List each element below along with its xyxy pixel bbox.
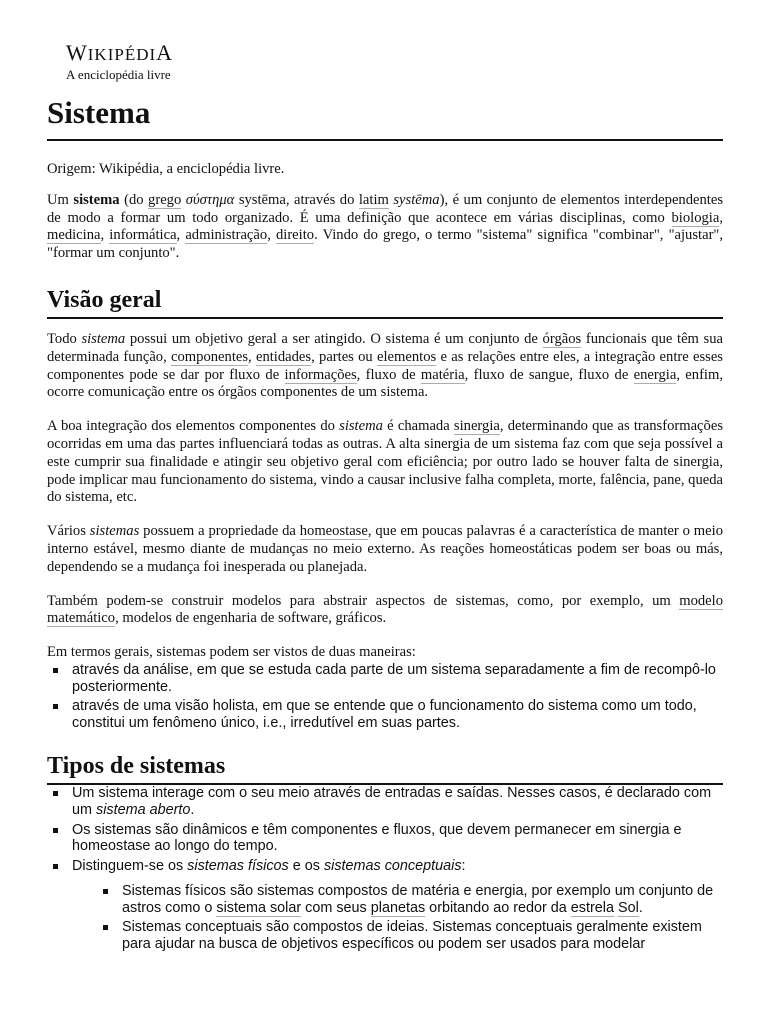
list-item: Sistemas físicos são sistemas compostos de matéria e energia, por exemplo um conjunto de astros como o sistema solar com seus planetas orbitando ao redor da estrela Sol.	[97, 883, 723, 916]
link-grego[interactable]: grego	[148, 191, 182, 208]
link-informacoes[interactable]: informações	[284, 366, 357, 383]
link-planetas[interactable]: planetas	[370, 899, 426, 916]
logo-wordmark: WIKIPÉDIA	[66, 40, 174, 65]
link-orgaos[interactable]: órgãos	[542, 330, 582, 347]
list-item: através da análise, em que se estuda cada parte de um sistema separadamente a fim de recompô-lo posteriormente.	[47, 662, 723, 695]
paragraph-visao-1: Todo sistema possui um objetivo geral a ser atingido. O sistema é um conjunto de órgãos funcionais que têm sua determinada função, componentes, entidades, partes ou elementos e as relações entre eles, a integração entre esses componentes pode se dar por fluxo de informações, fluxo de matéria, fluxo de sangue, fluxo de energia, enfim, ocorre comunicação entre os órgãos componentes de um sistema.	[47, 330, 724, 401]
list-item: através de uma visão holista, em que se entende que o funcionamento do sistema como um todo, constitui um fenômeno único, i.e., irredutível em suas partes.	[47, 698, 723, 731]
bullet-list-maneiras	[47, 662, 723, 731]
intro-paragraph: Um sistema (do grego σύστημα systēma, através do latim systēma), é um conjunto de elementos interdependentes de modo a formar um todo organizado. É uma definição que acontece em várias disciplinas, como biologia, medicina, informática, administração, direito. Vindo do grego, o termo "sistema" significa "combinar", "ajustar", "formar um conjunto".	[47, 191, 724, 262]
link-energia[interactable]: energia	[633, 366, 677, 383]
link-sinergia[interactable]: sinergia	[453, 418, 500, 435]
link-elementos[interactable]: elementos	[377, 348, 437, 365]
paragraph-visao-2: A boa integração dos elementos componentes do sistema é chamada sinergia, determinando que as transformações ocorridas em uma das partes influenciará todas as outras. A alta sinergia de um sistema faz com que seja possível a este cumprir sua finalidade e atingir seu objetivo geral com eficiência; por outro lado se houver falta de sinergia, pode implicar mau funcionamento do sistema, vindo a causar inclusive falha completa, morte, falência, pane, queda do sistema, etc.	[47, 418, 723, 506]
link-materia[interactable]: matéria	[420, 366, 465, 383]
link-sol[interactable]: Sol	[618, 899, 639, 916]
section-heading-visao-geral: Visão geral	[47, 285, 723, 319]
link-modelo-matematico[interactable]: modelo matemático	[47, 592, 723, 627]
sub-list-sistemas	[97, 883, 723, 952]
section-heading-tipos: Tipos de sistemas	[47, 751, 723, 785]
link-estrela[interactable]: estrela	[570, 899, 614, 916]
link-informatica[interactable]: informática	[109, 227, 177, 244]
list-item: Os sistemas são dinâmicos e têm componentes e fluxos, que devem permanecer em sinergia e homeostase ao longo do tempo.	[47, 822, 723, 855]
page-title: Sistema	[47, 93, 723, 141]
link-latim[interactable]: latim	[358, 191, 389, 208]
link-componentes[interactable]: componentes	[171, 348, 249, 365]
link-administracao[interactable]: administração	[185, 227, 268, 244]
link-direito[interactable]: direito	[275, 227, 315, 244]
link-sistema-solar[interactable]: sistema solar	[216, 899, 302, 916]
origin-note: Origem: Wikipédia, a enciclopédia livre.	[47, 161, 285, 177]
list-item: Sistemas conceptuais são compostos de ideias. Sistemas conceptuais geralmente existem para ajudar na busca de objetivos específicos ou podem ser usados para modelar	[97, 919, 723, 952]
wikipedia-logo[interactable]	[66, 42, 173, 83]
link-homeostase[interactable]: homeostase	[299, 523, 368, 540]
article-content	[47, 93, 723, 956]
paragraph-visao-3: Vários sistemas possuem a propriedade da homeostase, que em poucas palavras é a característica de manter o meio interno estável, mesmo diante de mudanças no meio externo. As reações homeostáticas podem ser boas ou más, dependendo se a mudança foi inesperada ou planejada.	[47, 523, 723, 575]
link-medicina[interactable]: medicina	[47, 227, 101, 244]
list-item: Um sistema interage com o seu meio através de entradas e saídas. Nesses casos, é declarado com um sistema aberto.	[47, 785, 723, 818]
link-entidades[interactable]: entidades	[255, 348, 312, 365]
bullet-list-tipos	[47, 785, 723, 952]
link-biologia[interactable]: biologia	[671, 209, 720, 226]
list-item: Distinguem-se os sistemas físicos e os sistemas conceptuais: Sistemas físicos são sistemas compostos de matéria e energia, por exemplo um conjunto de astros como o sistema solar com seus planetas orbitando ao redor da estrela Sol. Sistemas conceptuais são compostos de ideias. Sistemas conceptuais geralmente existem para ajudar na busca de objetivos específicos ou podem ser usados para modelar	[47, 858, 723, 953]
paragraph-visao-4: Também podem-se construir modelos para abstrair aspectos de sistemas, como, por exemplo, um modelo matemático, modelos de engenharia de software, gráficos.	[47, 592, 723, 627]
logo-tagline: A enciclopédia livre	[66, 67, 171, 82]
paragraph-visao-5: Em termos gerais, sistemas podem ser vistos de duas maneiras:	[47, 644, 416, 661]
